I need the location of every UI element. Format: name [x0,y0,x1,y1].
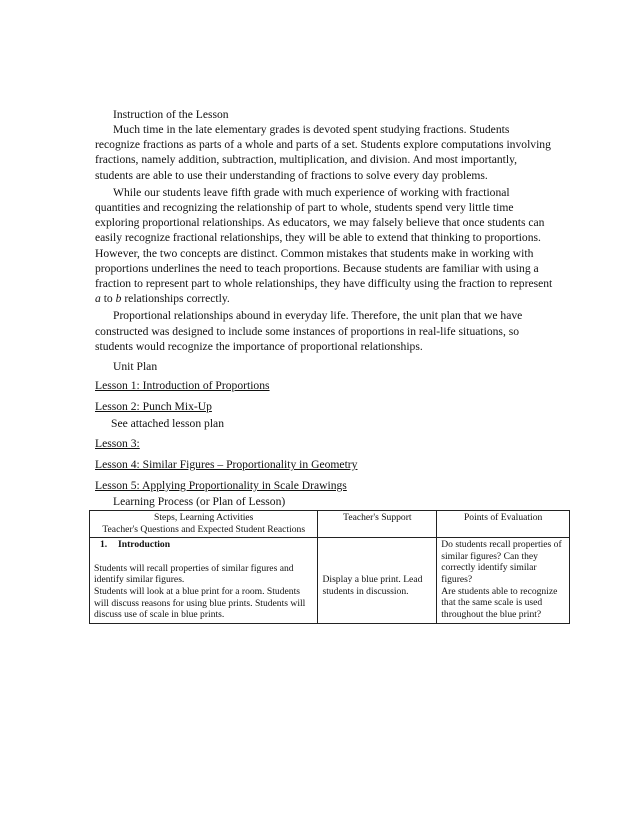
activity-2: Students will look at a blue print for a room. Students will discuss reasons for using blue prints. Students will discuss use of scale in blue prints. [94,585,306,621]
instruction-heading: Instruction of the Lesson [113,108,229,121]
activity-1: Students will recall properties of similar figures and identify similar figures. [94,562,294,586]
table-header-row [90,511,570,538]
unit-plan-heading: Unit Plan [113,360,158,373]
intro-title-text: Introduction [118,539,171,551]
paragraph-2-end: relationships correctly. [121,292,230,306]
lesson-5-link[interactable]: Lesson 5: Applying Proportionality in Scale Drawings [95,479,347,492]
intro-paragraphs [95,122,557,354]
cell-activities [90,538,318,624]
lesson-3-link[interactable]: Lesson 3: [95,437,140,450]
header-points-of-evaluation: Points of Evaluation [437,511,570,538]
intro-title [94,539,313,551]
paragraph-2 [95,185,557,307]
header-steps [90,511,318,538]
paragraph-2-text: While our students leave fifth grade with much experience of working with fractional quantities and recognizing the relationship of part to whole, students spend very little time exploring proportional relationships. As educators, we may falsely believe that once students can easily recognize fractional relationships, they will be able to extend that thinking to proportions. However, the two concepts are distinct. Common mistakes that students make in working with proportions underlines the need to teach proportions. Because students are familiar with using a fraction to represent part to whole relationships, they have difficulty using the fraction to represent [95,185,553,291]
lesson-2-note: See attached lesson plan [111,417,224,430]
cell-teacher-support: Display a blue print. Lead students in discussion. [318,538,437,624]
header-steps-line1: Steps, Learning Activities [154,512,254,523]
learning-process-table [89,510,570,624]
intro-number: 1. [100,539,108,551]
spacer [94,551,313,563]
table-row [90,538,570,624]
lesson-1-link[interactable]: Lesson 1: Introduction of Proportions [95,379,270,392]
paragraph-2-to: to [100,292,116,306]
evaluation-1: Do students recall properties of similar figures? Can they correctly identify similar figures? [441,539,562,585]
paragraph-3: Proportional relationships abound in everyday life. Therefore, the unit plan that we have constructed was designed to include some instances of proportions in real-life situations, so students would recognize the importance of proportional relationships. [95,309,523,353]
evaluation-2: Are students able to recognize that the same scale is used throughout the blue print? [441,585,558,620]
paragraph-1: Much time in the late elementary grades is devoted spent studying fractions. Students recognize fractions as parts of a whole and parts of a set. Students explore computations involving fractions, namely addition, subtraction, multiplication, and division. And most importantly, students are able to use their understanding of fractions to solve every day problems. [95,123,551,182]
header-steps-line2: Teacher's Questions and Expected Student Reactions [102,523,306,535]
learning-process-heading: Learning Process (or Plan of Lesson) [113,495,286,508]
variable-a: a [95,292,101,306]
cell-evaluation [437,538,570,624]
lesson-4-link[interactable]: Lesson 4: Similar Figures – Proportionality in Geometry [95,458,358,471]
lesson-2-link[interactable]: Lesson 2: Punch Mix-Up [95,400,212,413]
variable-b: b [115,292,122,306]
header-teacher-support: Teacher's Support [318,511,437,538]
